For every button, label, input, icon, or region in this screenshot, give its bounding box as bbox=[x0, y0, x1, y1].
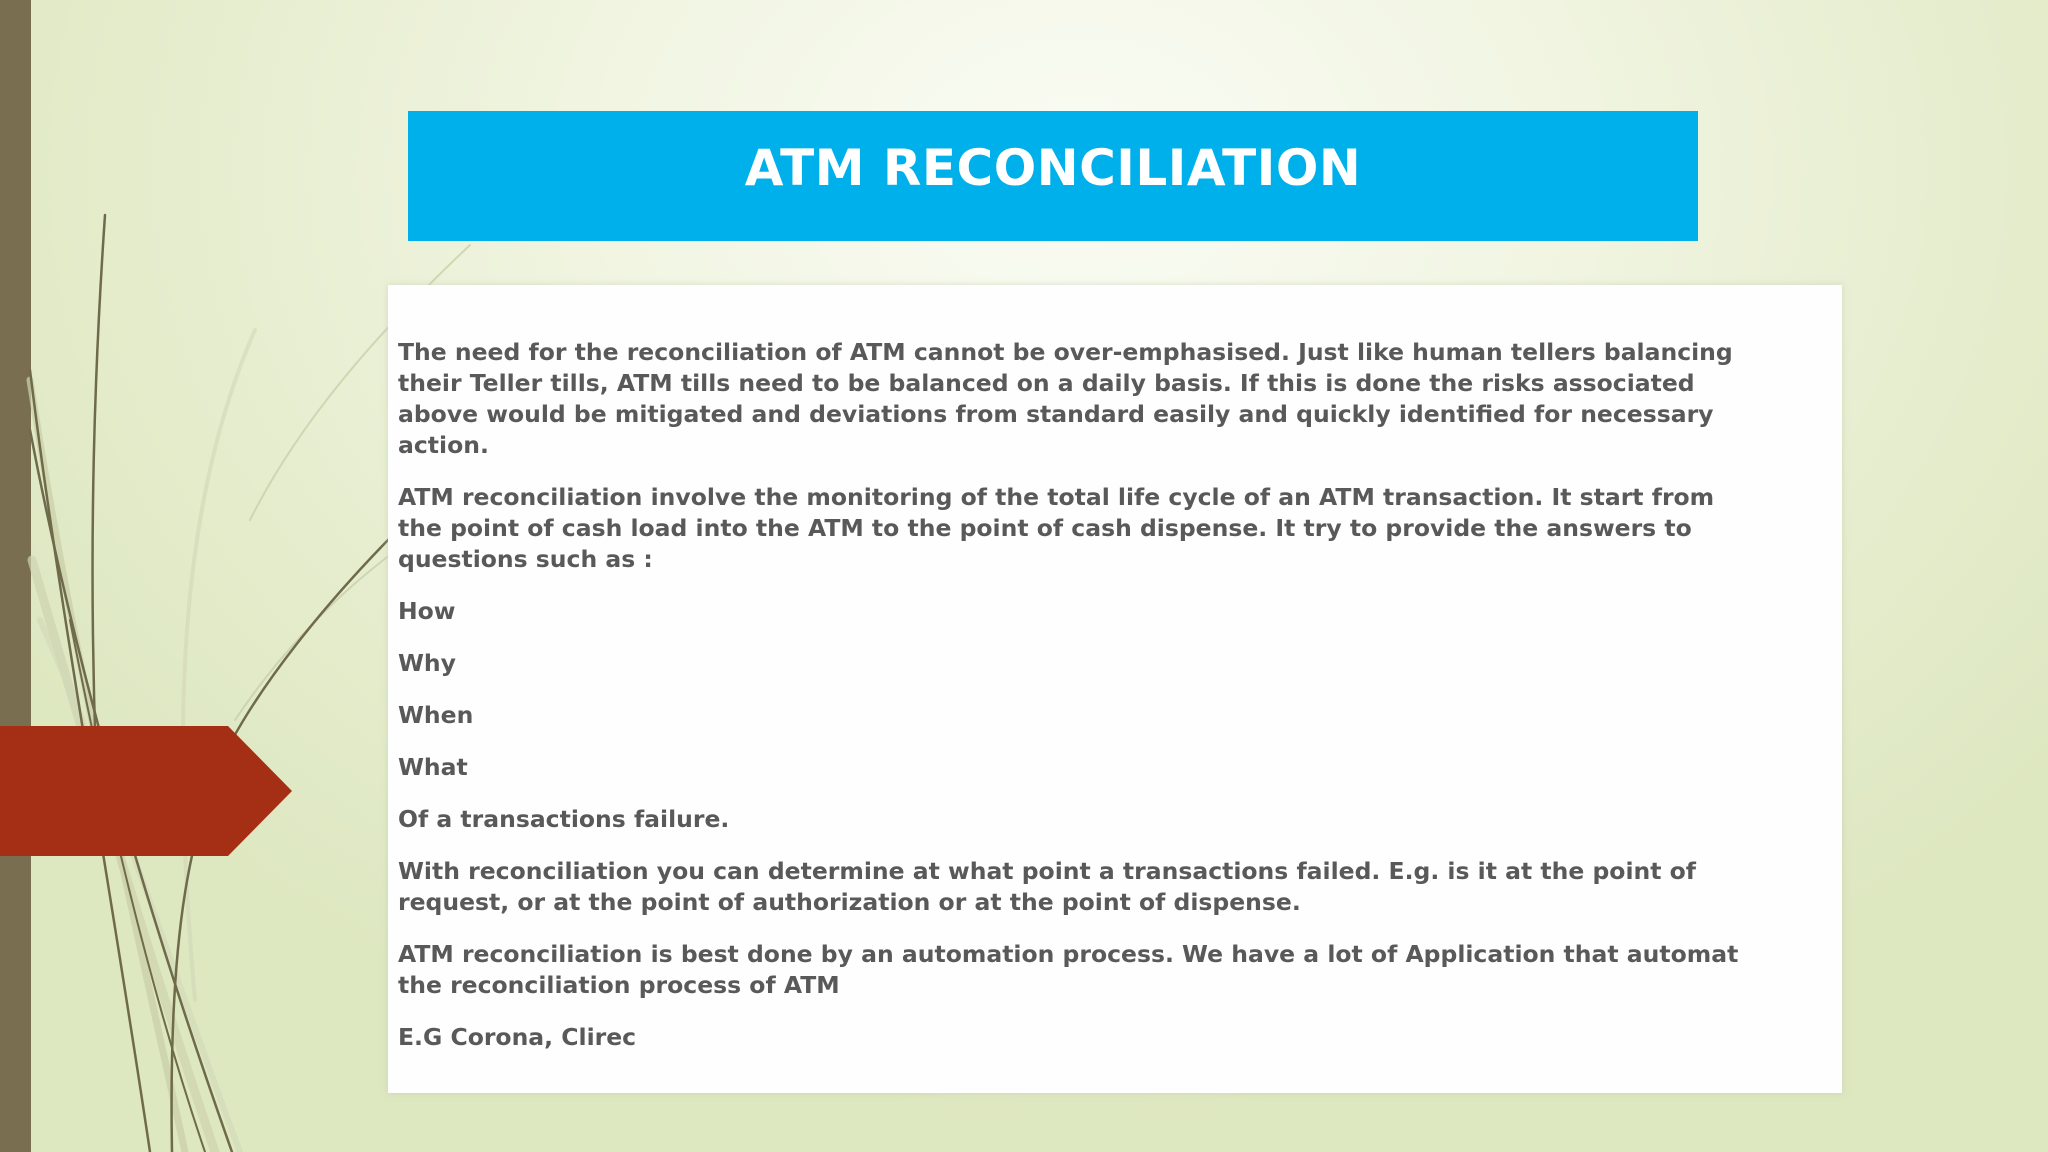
text-line: above would be mitigated and deviations from standard easily and quickly identified for necessary bbox=[398, 400, 1714, 428]
paragraph-failure-point bbox=[398, 856, 1828, 918]
paragraph-examples bbox=[398, 1022, 1828, 1053]
text-line: the point of cash load into the ATM to the point of cash dispense. It try to provide the answers to bbox=[398, 514, 1692, 542]
title-banner bbox=[408, 111, 1698, 241]
text-line: questions such as : bbox=[398, 545, 653, 573]
question-why bbox=[398, 648, 1828, 679]
text-line: How bbox=[398, 597, 456, 625]
body-text bbox=[398, 337, 1828, 1074]
question-how bbox=[398, 596, 1828, 627]
paragraph-intro bbox=[398, 337, 1828, 461]
text-line: their Teller tills, ATM tills need to be balanced on a daily basis. If this is done the risks associated bbox=[398, 369, 1695, 397]
question-when bbox=[398, 700, 1828, 731]
text-line: E.G Corona, Clirec bbox=[398, 1023, 637, 1051]
content-box bbox=[388, 285, 1842, 1093]
text-line: the reconciliation process of ATM bbox=[398, 971, 840, 999]
text-line: What bbox=[398, 753, 468, 781]
text-line: Of a transactions failure. bbox=[398, 805, 730, 833]
text-line: ATM reconciliation involve the monitoring of the total life cycle of an ATM transaction. It start from bbox=[398, 483, 1715, 511]
text-line: With reconciliation you can determine at what point a transactions failed. E.g. is it at the point of bbox=[398, 857, 1697, 885]
text-line: ATM reconciliation is best done by an automation process. We have a lot of Application that automat bbox=[398, 940, 1739, 968]
text-line: action. bbox=[398, 431, 489, 459]
slide-title: ATM RECONCILIATION bbox=[744, 139, 1362, 197]
text-line: Why bbox=[398, 649, 456, 677]
paragraph-automation bbox=[398, 939, 1828, 1001]
paragraph-lifecycle bbox=[398, 482, 1828, 575]
text-line: The need for the reconciliation of ATM cannot be over-emphasised. Just like human tellers balancing bbox=[398, 338, 1733, 366]
text-line: request, or at the point of authorization or at the point of dispense. bbox=[398, 888, 1301, 916]
question-what bbox=[398, 752, 1828, 783]
text-line: When bbox=[398, 701, 474, 729]
question-suffix bbox=[398, 804, 1828, 835]
